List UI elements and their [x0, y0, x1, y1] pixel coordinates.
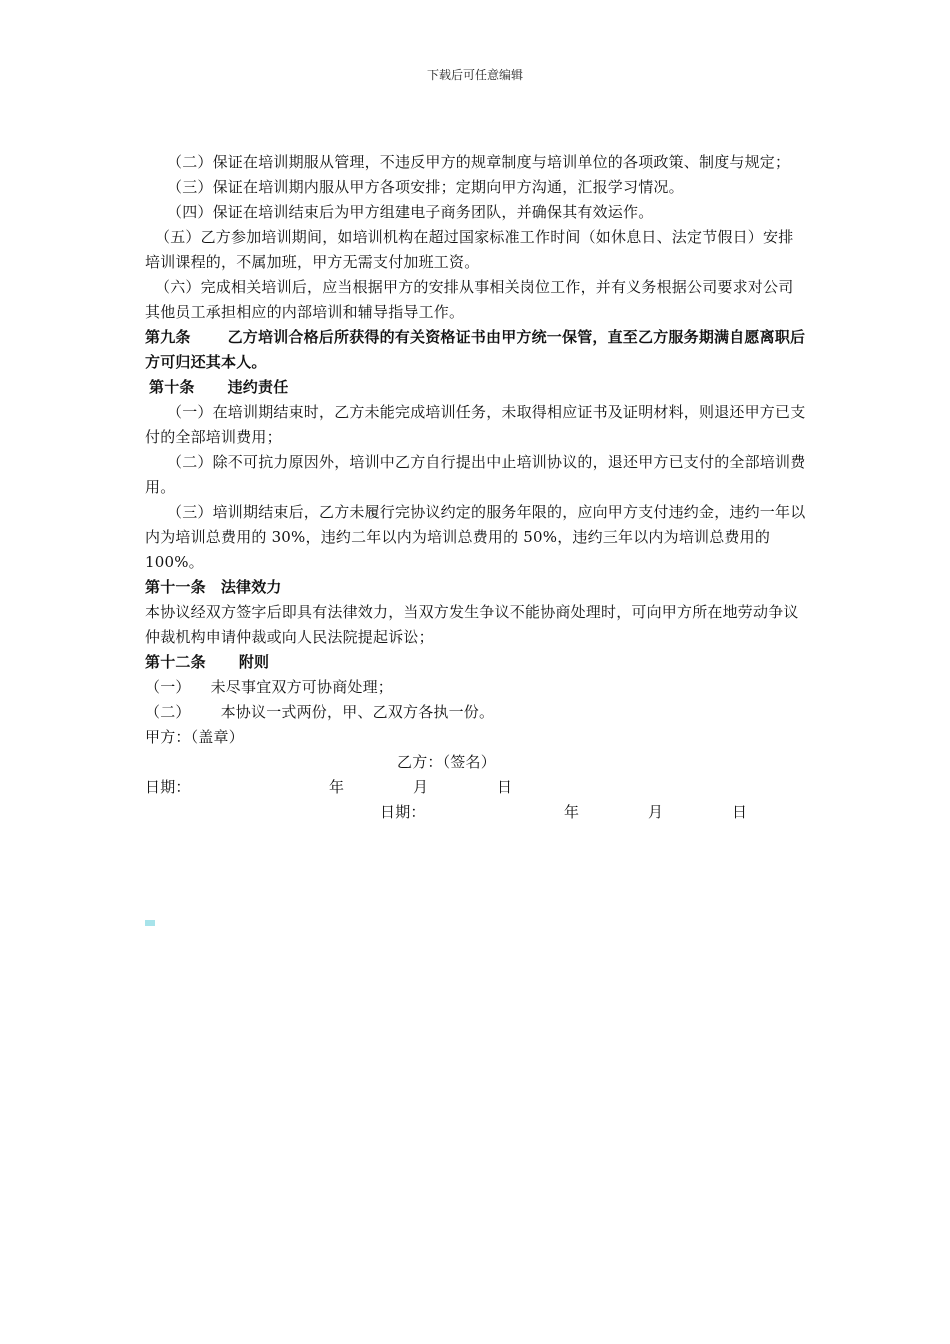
- article-11-label: 第十一条: [145, 578, 206, 596]
- article-9-label: 第九条: [145, 328, 191, 346]
- article-12-item-1-num: （一）: [145, 678, 191, 696]
- clause-5: （五）乙方参加培训期间，如培训机构在超过国家标准工作时间（如休息日、法定节假日）安排培训课程的，不属加班，甲方无需支付加班工资。: [145, 228, 794, 271]
- party-b-date-year: 年: [564, 803, 580, 821]
- article-11-title: 法律效力: [220, 578, 282, 596]
- clause-4: （四）保证在培训结束后为甲方组建电子商务团队，并确保其有效运作。: [167, 203, 654, 221]
- article-12-title: 附则: [238, 653, 270, 671]
- article-11-text: 本协议经双方签字后即具有法律效力，当双方发生争议不能协商处理时，可向甲方所在地劳动争议仲裁机构申请仲裁或向人民法院提起诉讼；: [145, 603, 799, 646]
- party-b-row: [145, 750, 807, 775]
- party-a-date-label: 日期：: [145, 778, 191, 796]
- article-10-heading: [145, 375, 807, 400]
- article-12-item-2-num: （二）: [145, 703, 191, 721]
- party-a-date-month: 月: [413, 778, 429, 796]
- article-10-label: 第十条: [149, 378, 195, 396]
- article-10-title: 违约责任: [227, 378, 289, 396]
- party-b-signature: 乙方：（签名）: [397, 753, 496, 771]
- page-header: 下载后可任意编辑: [426, 68, 523, 82]
- article-12-heading: [145, 650, 807, 675]
- party-b-date-month: 月: [648, 803, 664, 821]
- article-12-item-1-text: 未尽事宜双方可协商处理；: [210, 678, 394, 696]
- clause-6: （六）完成相关培训后，应当根据甲方的安排从事相关岗位工作，并有义务根据公司要求对公司其他员工承担相应的内部培训和辅导指导工作。: [145, 278, 794, 321]
- article-11-heading: [145, 575, 807, 600]
- party-a-seal: 甲方：（盖章）: [145, 728, 244, 746]
- party-b-date-row: [145, 800, 807, 825]
- party-a-date-day: 日: [497, 778, 513, 796]
- article-12-item-1: [145, 675, 807, 700]
- article-12-item-2: [145, 700, 807, 725]
- article-10-item-3: （三）培训期结束后，乙方未履行完协议约定的服务年限的，应向甲方支付违约金，违约一年以内为培训总费用的 30%，违约二年以内为培训总费用的 50%，违约三年以内为培训总费用的 100%。: [145, 503, 806, 571]
- party-a-date-year: 年: [329, 778, 345, 796]
- article-12-item-2-text: 本协议一式两份，甲、乙双方各执一份。: [220, 703, 495, 721]
- text-cursor-marker: [145, 920, 155, 926]
- article-10-item-2: （二）除不可抗力原因外，培训中乙方自行提出中止培训协议的，退还甲方已支付的全部培训费用。: [145, 453, 806, 496]
- party-b-date-day: 日: [732, 803, 748, 821]
- party-b-date-label: 日期：: [380, 803, 426, 821]
- clause-3: （三）保证在培训期内服从甲方各项安排；定期向甲方沟通，汇报学习情况。: [167, 178, 684, 196]
- article-12-label: 第十二条: [145, 653, 206, 671]
- article-9-text: 乙方培训合格后所获得的有关资格证书由甲方统一保管，直至乙方服务期满自愿离职后方可归还其本人。: [145, 328, 806, 371]
- clause-2: （二）保证在培训期服从管理，不违反甲方的规章制度与培训单位的各项政策、制度与规定；: [167, 153, 791, 171]
- document-body: [145, 150, 807, 825]
- party-a-date-row: [145, 775, 807, 800]
- article-10-item-1: （一）在培训期结束时，乙方未能完成培训任务，未取得相应证书及证明材料，则退还甲方已支付的全部培训费用；: [145, 403, 806, 446]
- article-9: [145, 325, 807, 375]
